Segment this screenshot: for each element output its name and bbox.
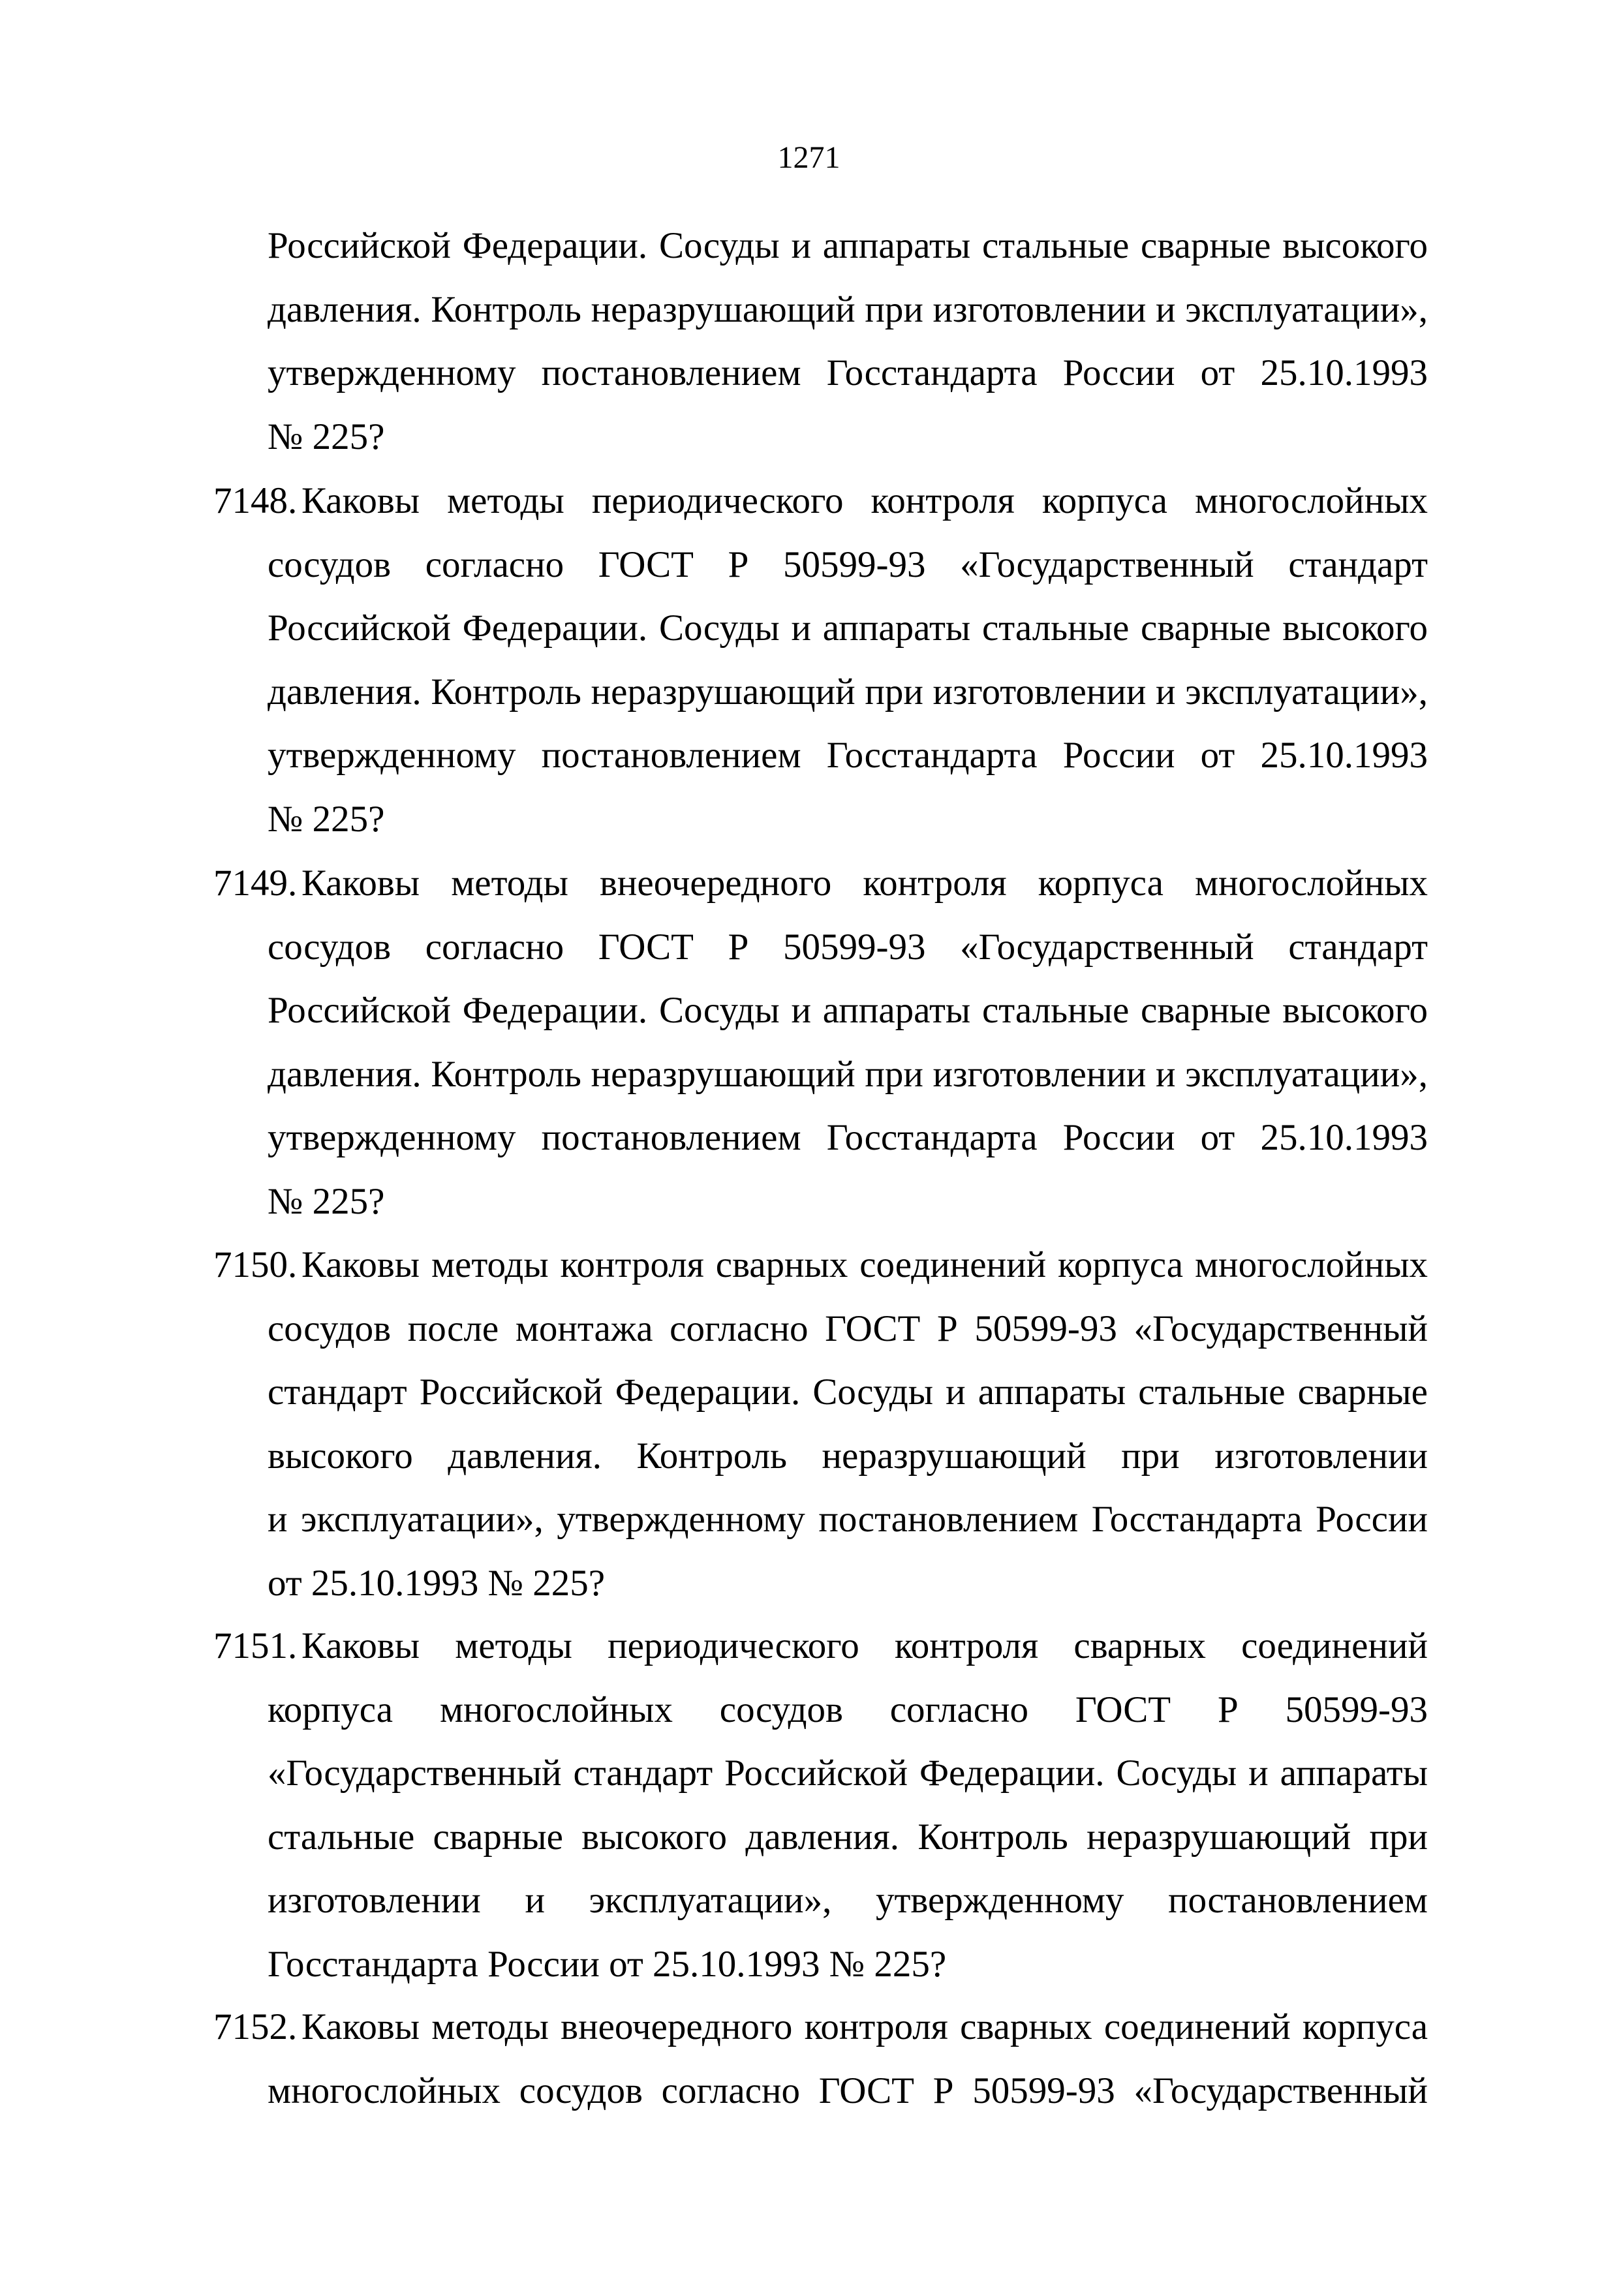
question-item: [213, 851, 1428, 1234]
text-line: № 225?: [268, 416, 385, 457]
question-item: [213, 469, 1428, 851]
question-item: [213, 1614, 1428, 1997]
question-number: 7152.: [213, 2006, 298, 2047]
text-line: давления. Контроль неразрушающий при изготовлении и эксплуатации»,: [268, 288, 1428, 330]
text-line: Каковы методы внеочередного контроля сварных соединений корпуса: [301, 2006, 1428, 2047]
text-line: высокого давления. Контроль неразрушающий при изготовлении: [268, 1435, 1428, 1477]
text-line: № 225?: [268, 798, 385, 840]
text-line: давления. Контроль неразрушающий при изготовлении и эксплуатации»,: [268, 1053, 1428, 1095]
text-line: и эксплуатации», утвержденному постановлением Госстандарта России: [268, 1499, 1428, 1540]
text-line: Российской Федерации. Сосуды и аппараты стальные сварные высокого: [268, 225, 1428, 266]
text-line: «Государственный стандарт Российской Федерации. Сосуды и аппараты: [268, 1753, 1428, 1794]
text-line: № 225?: [268, 1180, 385, 1222]
page-number: [0, 138, 1619, 177]
text-line: корпуса многослойных сосудов согласно ГОСТ Р 50599-93: [268, 1689, 1428, 1730]
text-line: давления. Контроль неразрушающий при изготовлении и эксплуатации»,: [268, 671, 1428, 712]
text-line: стандарт Российской Федерации. Сосуды и аппараты стальные сварные: [268, 1371, 1428, 1413]
text-line: Каковы методы внеочередного контроля корпуса многослойных: [301, 863, 1428, 904]
text-line: сосудов согласно ГОСТ Р 50599-93 «Государственный стандарт: [268, 926, 1428, 968]
text-line: изготовлении и эксплуатации», утвержденному постановлением: [268, 1880, 1428, 1921]
text-line: утвержденному постановлением Госстандарта России от 25.10.1993: [268, 735, 1428, 776]
page-number-text: 1271: [777, 140, 840, 175]
text-line: Госстандарта России от 25.10.1993 № 225?: [268, 1943, 947, 1985]
question-number: 7149.: [213, 863, 298, 904]
text-line: утвержденному постановлением Госстандарта России от 25.10.1993: [268, 1117, 1428, 1159]
text-line: от 25.10.1993 № 225?: [268, 1562, 606, 1604]
question-number: 7151.: [213, 1625, 298, 1666]
text-line: Каковы методы периодического контроля сварных соединений: [301, 1625, 1428, 1666]
question-item: [213, 1233, 1428, 1615]
text-line: Российской Федерации. Сосуды и аппараты стальные сварные высокого: [268, 607, 1428, 649]
question-item: [213, 1995, 1428, 2122]
continuation-paragraph: [268, 214, 1428, 468]
text-line: стальные сварные высокого давления. Контроль неразрушающий при: [268, 1816, 1428, 1858]
text-line: Российской Федерации. Сосуды и аппараты стальные сварные высокого: [268, 990, 1428, 1032]
text-line: сосудов после монтажа согласно ГОСТ Р 50599-93 «Государственный: [268, 1308, 1428, 1349]
text-line: утвержденному постановлением Госстандарта России от 25.10.1993: [268, 352, 1428, 394]
text-line: Каковы методы контроля сварных соединений корпуса многослойных: [301, 1244, 1428, 1285]
text-line: многослойных сосудов согласно ГОСТ Р 50599-93 «Государственный: [268, 2070, 1428, 2111]
text-line: сосудов согласно ГОСТ Р 50599-93 «Государственный стандарт: [268, 543, 1428, 585]
question-number: 7150.: [213, 1244, 298, 1285]
text-line: Каковы методы периодического контроля корпуса многослойных: [301, 480, 1428, 521]
question-number: 7148.: [213, 480, 298, 521]
